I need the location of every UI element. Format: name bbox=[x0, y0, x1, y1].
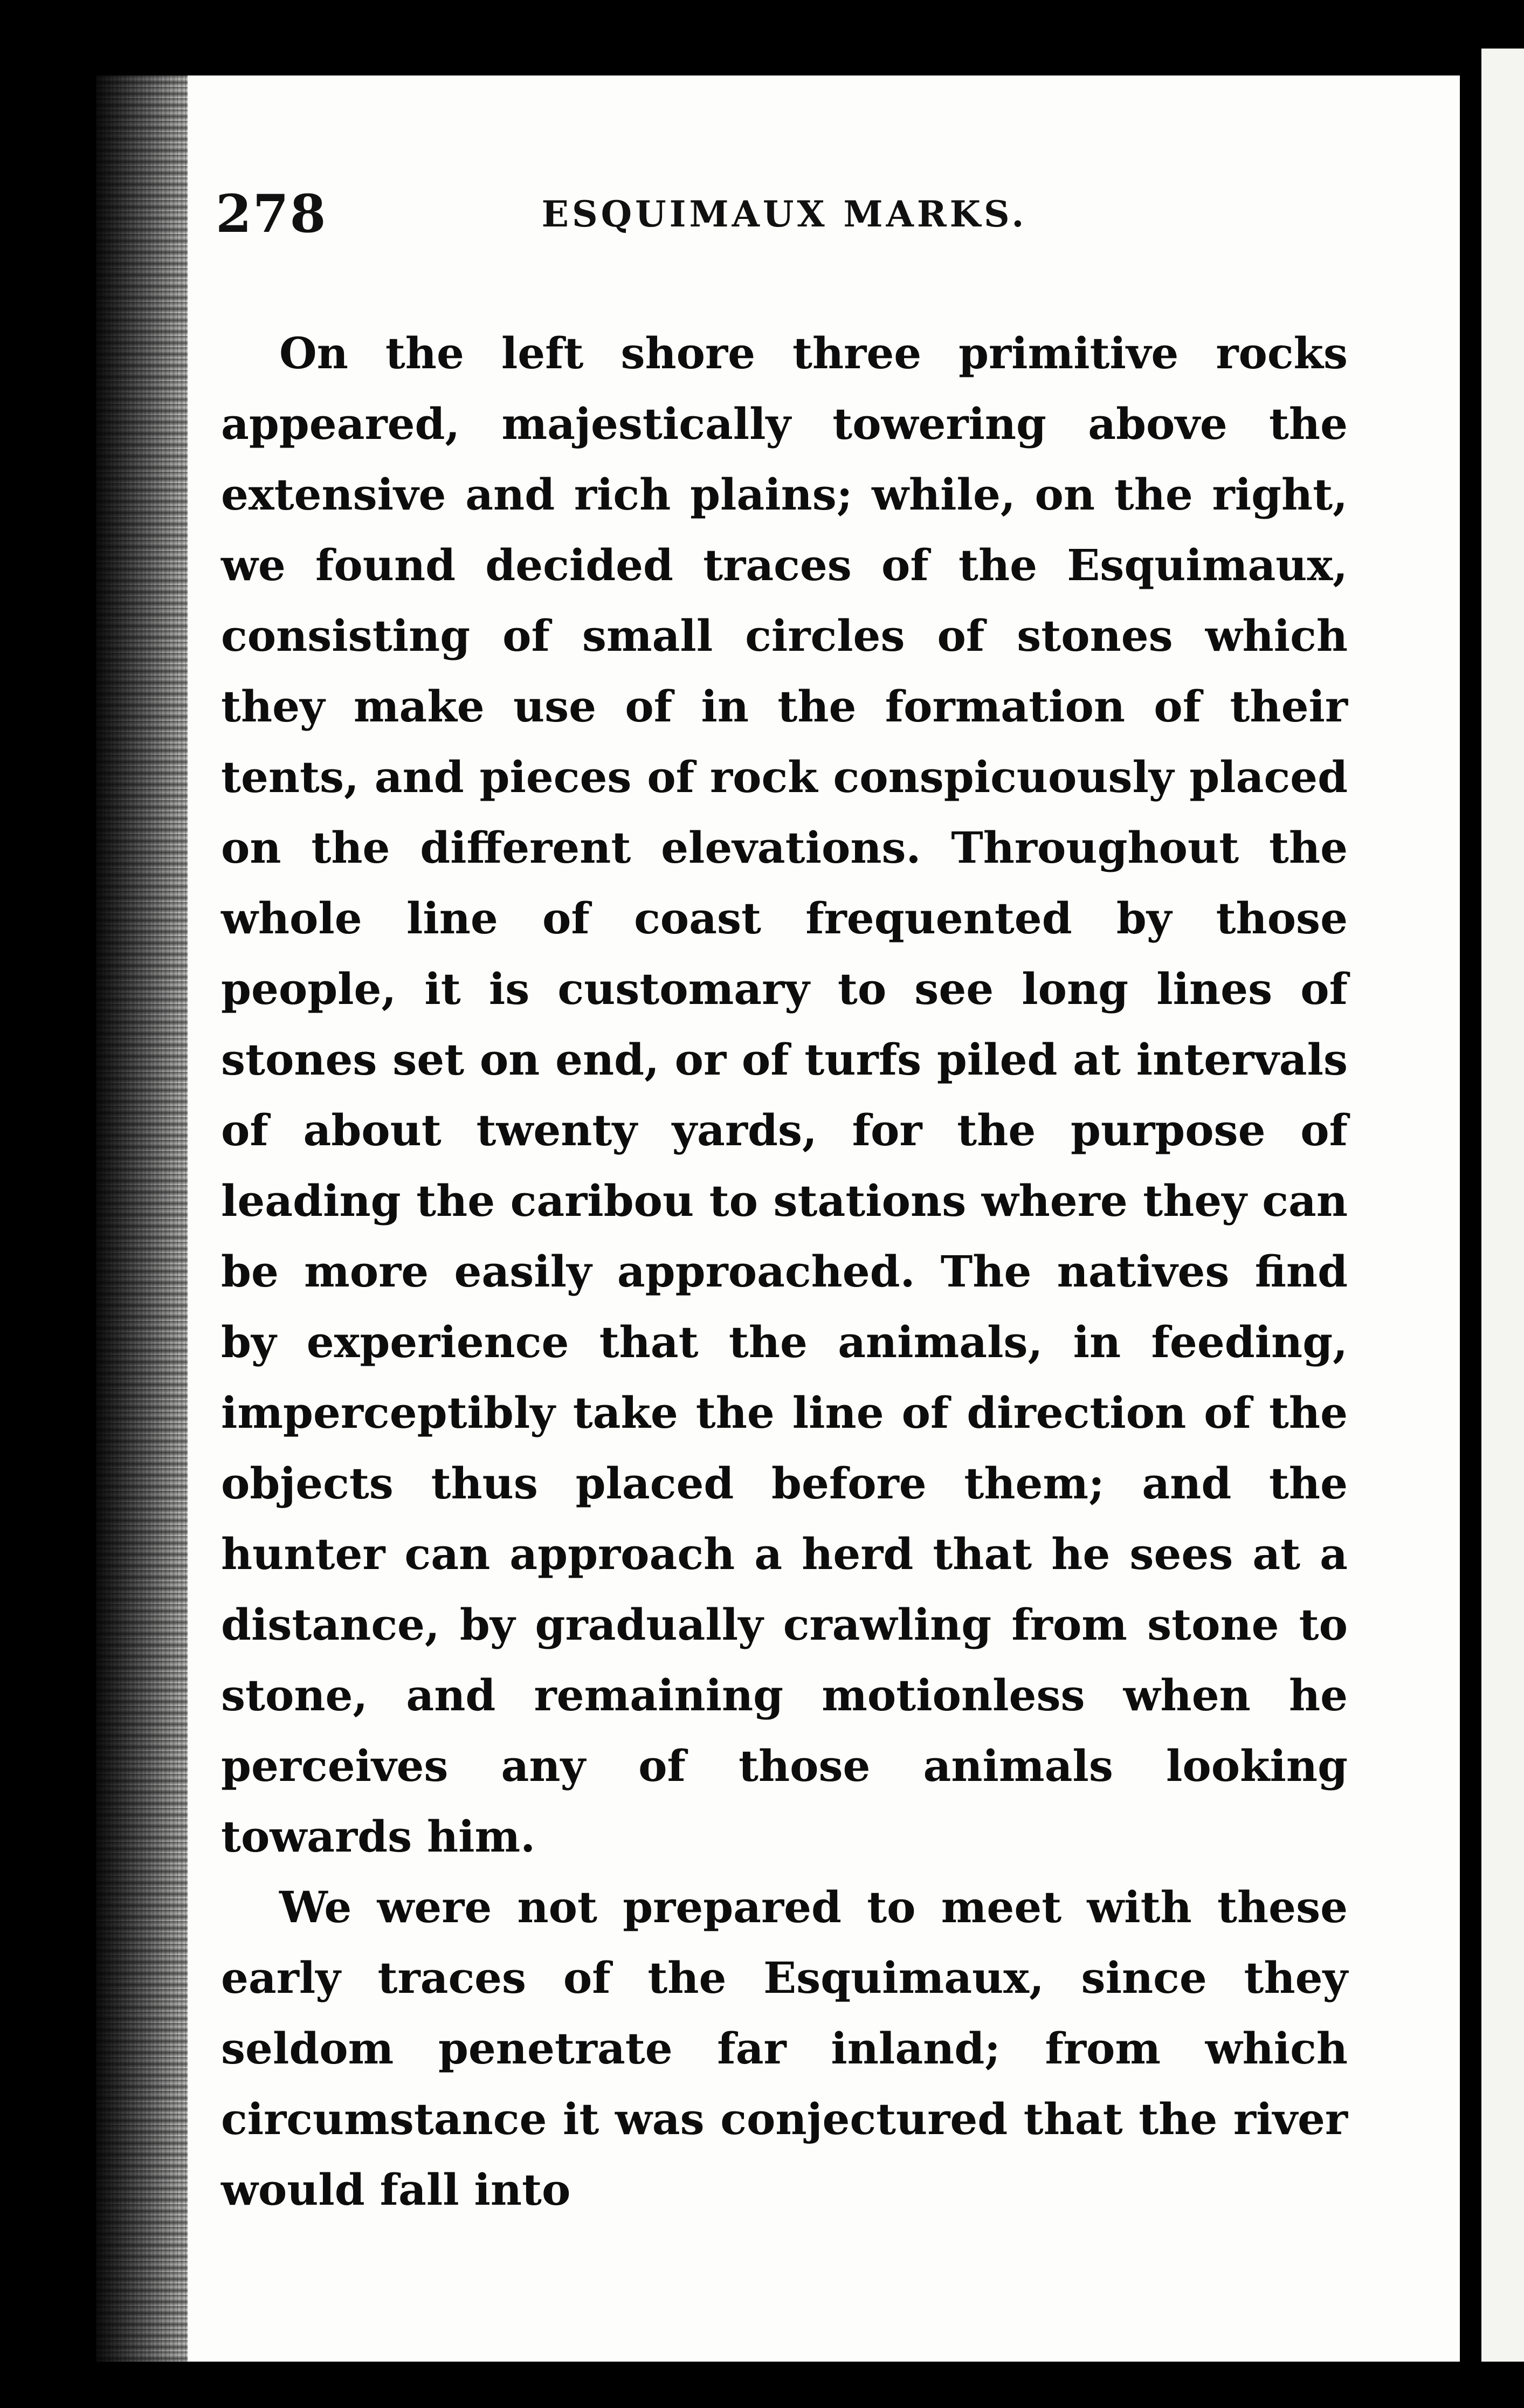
paragraph-1: On the left shore three primitive rocks appeared, majestically towering above the extensive and rich plains; while, on the right, we found decided traces of the Esquimaux, consisting of small circles of stones which they make use of in the formation of their tents, and pieces of rock conspicuously placed on the different elevations. Throughout the whole line of coast frequented by those people, it is customary to see long lines of stones set on end, or of turfs piled at intervals of about twenty yards, for the purpose of leading the caribou to stations where they can be more easily approached. The natives find by experience that the animals, in feeding, imperceptibly take the line of direction of the objects thus placed before them; and the hunter can approach a herd that he sees at a distance, by gradually crawling from stone to stone, and remaining motionless when he perceives any of those animals looking towards him. bbox=[221, 328, 1348, 1862]
adjacent-page-sliver bbox=[1481, 49, 1524, 2362]
running-head: ESQUIMAUX MARKS. bbox=[541, 193, 1028, 235]
page-header bbox=[216, 183, 1353, 248]
paragraph-2: We were not prepared to meet with these early traces of the Esquimaux, since they seldom penetrate far inland; from which circumstance it was conjectured that the river would fall into bbox=[221, 1882, 1348, 2215]
page-edge-divider bbox=[1460, 32, 1481, 2372]
page-gutter-shadow bbox=[96, 75, 188, 2362]
body-text bbox=[221, 318, 1348, 2225]
page-number: 278 bbox=[216, 183, 327, 244]
